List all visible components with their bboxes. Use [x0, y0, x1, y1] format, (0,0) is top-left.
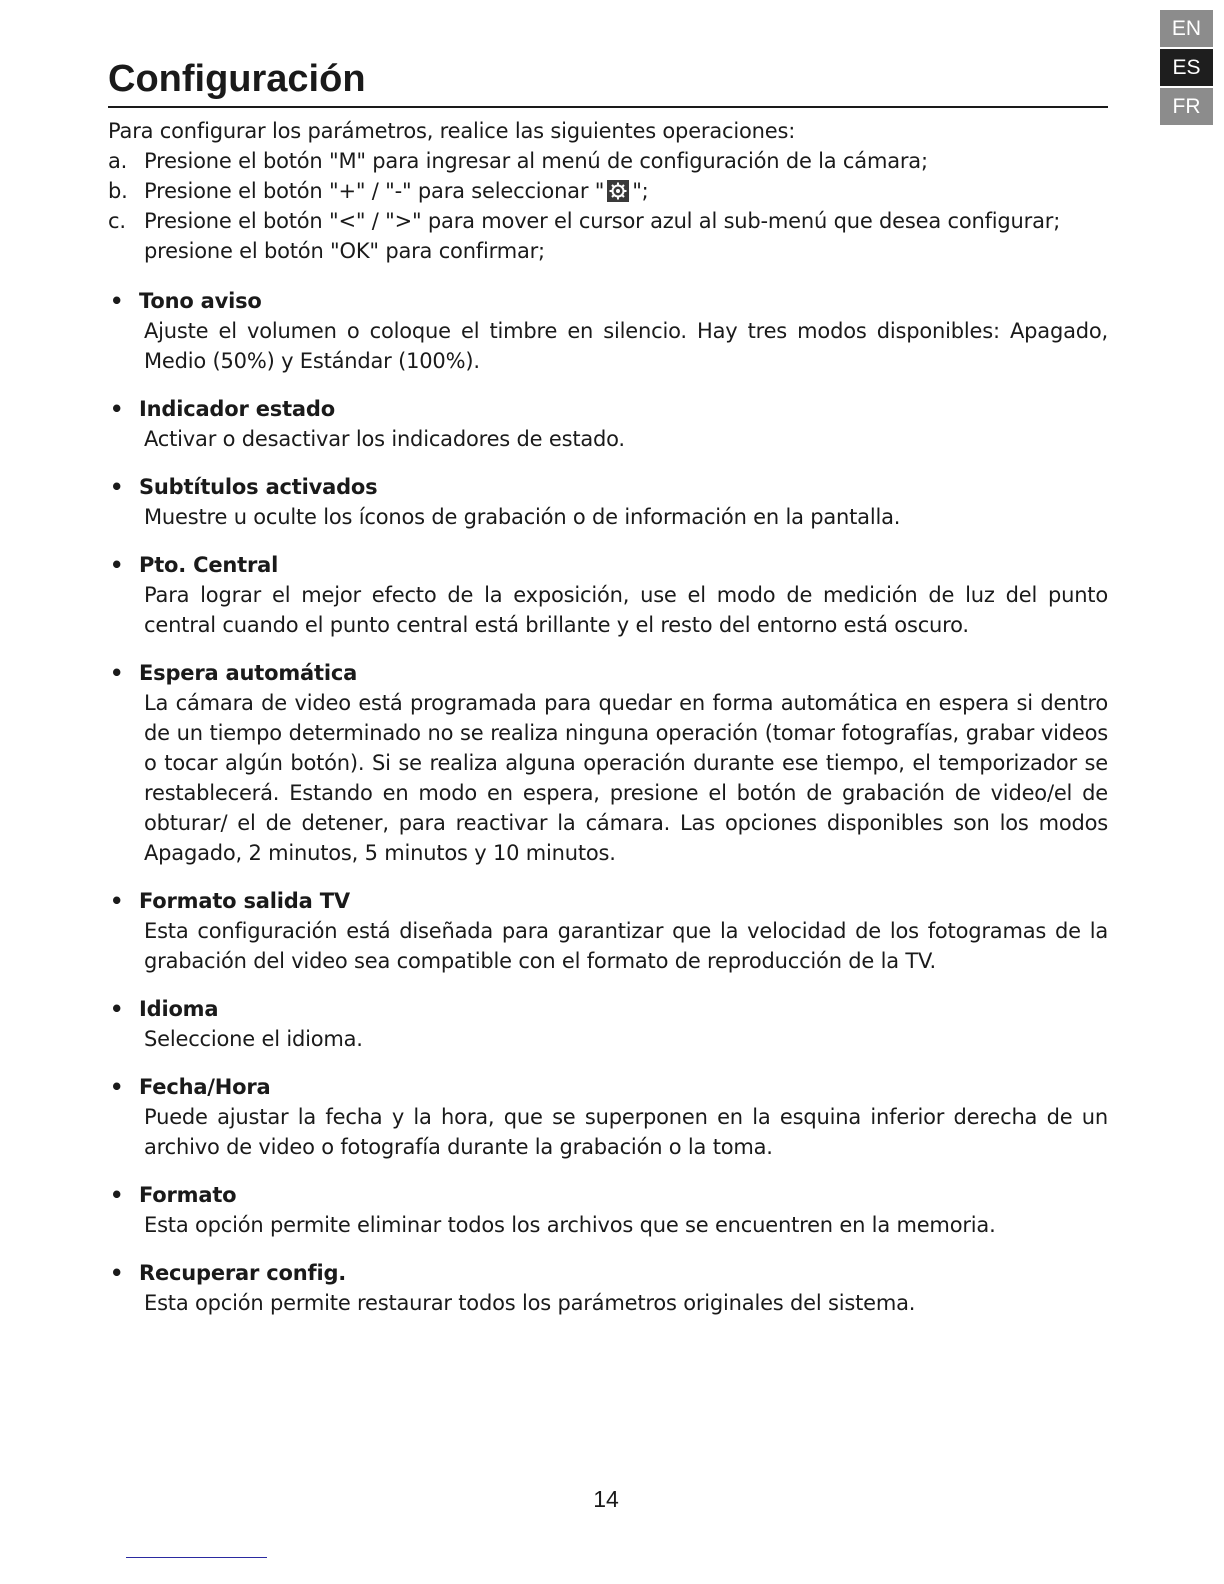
step-text-before: Presione el botón "+" / "-" para seleccionar ": [144, 179, 605, 203]
section-title: Formato salida TV: [139, 889, 350, 913]
bullet: •: [110, 889, 124, 913]
step-letter: b.: [108, 179, 128, 203]
page-number: 14: [593, 1486, 619, 1512]
section-fecha-hora: [108, 1072, 1108, 1162]
bullet: •: [110, 1183, 124, 1207]
bullet: •: [110, 1075, 124, 1099]
footer-rule: [126, 1557, 267, 1558]
section-title: Tono aviso: [139, 289, 262, 313]
section-title: Espera automática: [139, 661, 358, 685]
intro-text: Para configurar los parámetros, realice las siguientes operaciones:: [108, 119, 796, 143]
bullet: •: [110, 475, 124, 499]
section-title: Indicador estado: [139, 397, 335, 421]
section-tono-aviso: [108, 286, 1108, 376]
section-body: Para lograr el mejor efecto de la exposición, use el modo de medición de luz del punto central cuando el punto central está brillante y el resto del entorno está oscuro.: [144, 583, 1108, 637]
section-body: Esta configuración está diseñada para garantizar que la velocidad de los fotogramas de la grabación del video sea compatible con el formato de reproducción de la TV.: [144, 919, 1108, 973]
page-title: Configuración: [108, 58, 366, 100]
section-body: Esta opción permite eliminar todos los archivos que se encuentren en la memoria.: [144, 1213, 996, 1237]
section-body: Puede ajustar la fecha y la hora, que se superponen en la esquina inferior derecha de un archivo de video o fotografía durante la grabación o la toma.: [144, 1105, 1108, 1159]
section-formato: [108, 1180, 1108, 1240]
section-pto-central: [108, 550, 1108, 640]
settings-sections: [108, 286, 1108, 1318]
page-content: [108, 116, 1108, 1318]
section-title: Idioma: [139, 997, 219, 1021]
bullet: •: [110, 553, 124, 577]
step-text: [144, 176, 1108, 206]
section-formato-salida-tv: [108, 886, 1108, 976]
section-title: Formato: [139, 1183, 237, 1207]
lang-tab-en[interactable]: EN: [1160, 10, 1213, 47]
section-indicador-estado: [108, 394, 1108, 454]
section-title: Subtítulos activados: [139, 475, 378, 499]
step-c: [108, 206, 1108, 266]
bullet: •: [110, 1261, 124, 1285]
gear-icon: [607, 180, 629, 202]
title-divider: [108, 106, 1108, 108]
section-espera-automatica: [108, 658, 1108, 868]
section-body: Ajuste el volumen o coloque el timbre en silencio. Hay tres modos disponibles: Apagado, Medio (50%) y Estándar (100%).: [144, 319, 1108, 373]
bullet: •: [110, 397, 124, 421]
section-recuperar-config: [108, 1258, 1108, 1318]
bullet: •: [110, 661, 124, 685]
step-b: [108, 176, 1108, 206]
step-text: Presione el botón "M" para ingresar al menú de configuración de la cámara;: [144, 149, 928, 173]
lang-tab-fr[interactable]: FR: [1160, 88, 1213, 125]
bullet: •: [110, 997, 124, 1021]
bullet: •: [110, 289, 124, 313]
language-tabs: [1160, 10, 1213, 127]
step-letter: c.: [108, 209, 126, 233]
step-text: Presione el botón "<" / ">" para mover el cursor azul al sub-menú que desea configurar; presione el botón "OK" para confirmar;: [144, 209, 1061, 263]
step-letter: a.: [108, 149, 128, 173]
steps-list: [108, 146, 1108, 266]
section-subtitulos-activados: [108, 472, 1108, 532]
section-body: Muestre u oculte los íconos de grabación o de información en la pantalla.: [144, 505, 901, 529]
section-title: Recuperar config.: [139, 1261, 347, 1285]
lang-tab-es[interactable]: ES: [1160, 49, 1213, 86]
step-a: [108, 146, 1108, 176]
section-title: Pto. Central: [139, 553, 279, 577]
section-body: Esta opción permite restaurar todos los parámetros originales del sistema.: [144, 1291, 916, 1315]
section-body: Activar o desactivar los indicadores de estado.: [144, 427, 625, 451]
section-title: Fecha/Hora: [139, 1075, 271, 1099]
section-body: Seleccione el idioma.: [144, 1027, 363, 1051]
section-idioma: [108, 994, 1108, 1054]
section-body: La cámara de video está programada para quedar en forma automática en espera si dentro de un tiempo determinado no se realiza ninguna operación (tomar fotografías, grabar videos o tocar algún botón). Si se realiza alguna operación durante ese tiempo, el temporizador se restablecerá. Estando en modo en espera, presione el botón de grabación de video/el de obturar/ el de detener, para reactivar la cámara. Las opciones disponibles son los modos Apagado, 2 minutos, 5 minutos y 10 minutos.: [144, 691, 1108, 865]
step-text-after: ";: [632, 179, 649, 203]
